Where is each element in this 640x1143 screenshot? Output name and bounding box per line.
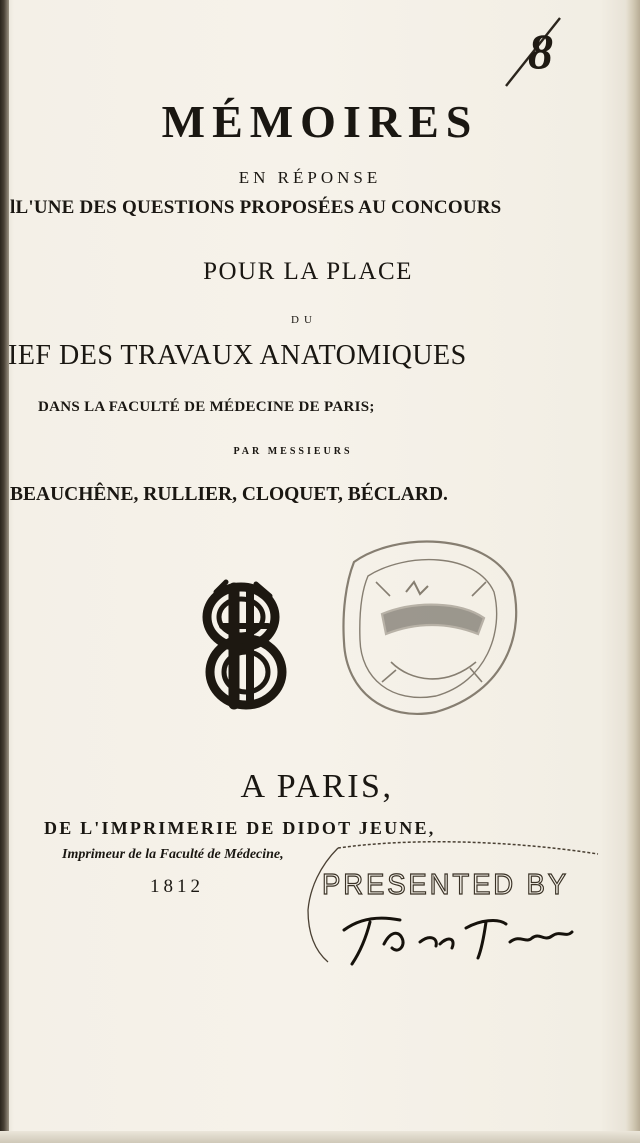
- blind-stamp: [343, 542, 516, 714]
- questions-line: lL'UNE DES QUESTIONS PROPOSÉES AU CONCOURS: [10, 197, 502, 218]
- page-bottom-edge: [0, 1131, 640, 1143]
- city-line: A PARIS,: [240, 768, 394, 805]
- presented-by-stamp: PRESENTED BY: [322, 869, 569, 901]
- faculty-line: DANS LA FACULTÉ DE MÉDECINE DE PARIS;: [38, 399, 375, 415]
- donor-signature: [340, 908, 580, 968]
- par-line: PAR MESSIEURS: [233, 446, 353, 457]
- printer-line: DE L'IMPRIMERIE DE DIDOT JEUNE,: [44, 818, 436, 838]
- folio-mark-text: 8: [528, 23, 553, 79]
- printer-emblem: [186, 522, 526, 730]
- page-title: MÉMOIRES: [161, 96, 479, 147]
- folio-number: [498, 10, 568, 90]
- monogram-emblem: [207, 582, 282, 705]
- chef-line: IEF DES TRAVAUX ANATOMIQUES: [8, 340, 467, 371]
- subtitle-response: EN RÉPONSE: [238, 168, 382, 187]
- year: 1812: [150, 876, 204, 897]
- printer-title-line: Imprimeur de la Faculté de Médecine,: [62, 847, 284, 862]
- pour-line: POUR LA PLACE: [203, 258, 413, 285]
- authors-line: BEAUCHÊNE, RULLIER, CLOQUET, BÉCLARD.: [10, 484, 448, 505]
- du-line: DU: [291, 314, 317, 326]
